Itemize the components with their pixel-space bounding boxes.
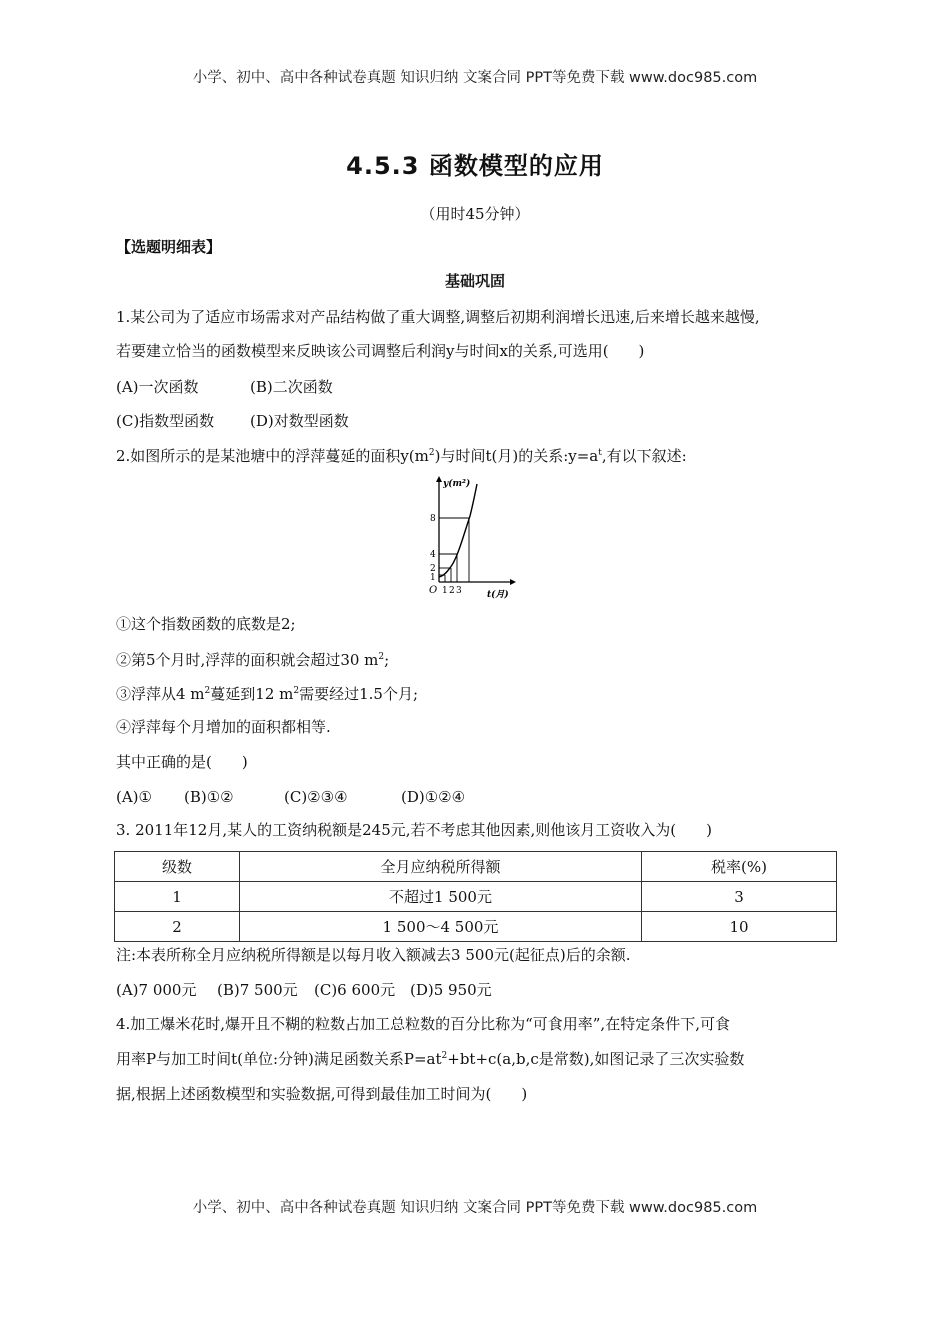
table-header-row (115, 852, 837, 882)
q1-options-row2 (116, 411, 349, 431)
q3-option-d: (D)5 950元 (410, 981, 492, 999)
x-axis-label: t(月) (487, 590, 509, 600)
q2-statement-4: ④浮萍每个月增加的面积都相等. (116, 718, 331, 736)
q1-option-c: (C)指数型函数 (116, 412, 215, 430)
q2-statement-1: ①这个指数函数的底数是2; (116, 615, 296, 633)
q1-options-row1 (116, 377, 333, 397)
section-title: 基础巩固 (444, 272, 505, 290)
time-note: （用时45分钟） (420, 205, 530, 223)
q3-option-a: (A)7 000元 (116, 981, 197, 999)
q1-line1: 1.某公司为了适应市场需求对产品结构做了重大调整,调整后初期利润增长迅速,后来增长越来越慢, (116, 308, 760, 326)
q2-option-a: (A)① (116, 788, 152, 806)
q2-statement-3: ③浮萍从4 $m^2$蔓延到12 $m^2$需要经过1.5个月; (116, 685, 419, 703)
tax-table (114, 851, 837, 942)
y-tick-2: 2 (430, 564, 436, 574)
exponential-curve (439, 484, 477, 577)
q2-option-b: (B)①② (184, 788, 234, 806)
q3-options (116, 980, 492, 1000)
table-header: 税率(%) (642, 852, 837, 882)
page-footer: 小学、初中、高中各种试卷真题 知识归纳 文案合同 PPT等免费下载 www.doc985.com (192, 1200, 758, 1216)
q2-ask: 其中正确的是( ) (116, 753, 248, 771)
y-tick-8: 8 (430, 514, 436, 524)
section-label: 【选题明细表】 (116, 238, 222, 256)
q2-option-c: (C)②③④ (284, 788, 348, 806)
q3-option-c: (C)6 600元 (314, 981, 396, 999)
x-tick-1: 1 (442, 586, 448, 596)
page-title: 4.5.3 函数模型的应用 (346, 152, 604, 180)
table-cell: 2 (115, 912, 240, 942)
x-axis-arrow (510, 579, 516, 585)
page-header: 小学、初中、高中各种试卷真题 知识归纳 文案合同 PPT等免费下载 www.doc985.com (192, 70, 758, 86)
q2-stem: 2.如图所示的是某池塘中的浮萍蔓延的面积$y(m^2)$与时间t(月)的关系$:y=a^t$,有以下叙述: (116, 447, 687, 465)
q1-line2: 若要建立恰当的函数模型来反映该公司调整后利润y与时间x的关系,可选用( ) (116, 342, 645, 360)
table-cell: 1 (115, 882, 240, 912)
q2-options (116, 787, 465, 807)
q1-option-a: (A)一次函数 (116, 378, 199, 396)
x-tick-3: 3 (456, 586, 462, 596)
table-cell: 1 500～4 500元 (240, 912, 642, 942)
table-cell: 10 (642, 912, 837, 942)
q4-line3: 据,根据上述函数模型和实验数据,可得到最佳加工时间为( ) (116, 1085, 528, 1103)
q4-line2: 用率P与加工时间t(单位:分钟)满足函数关系$P=at^2+bt+c(a,b,c$是常数),如图记录了三次实验数 (116, 1050, 745, 1068)
q2-statement-2: ②第5个月时,浮萍的面积就会超过30 $m^2$; (116, 651, 390, 669)
origin-label: O (429, 585, 438, 596)
table-row (115, 912, 837, 942)
table-cell: 3 (642, 882, 837, 912)
table-cell: 不超过1 500元 (240, 882, 642, 912)
x-tick-2: 2 (449, 586, 455, 596)
y-tick-1: 1 (430, 573, 436, 583)
q2-graph (424, 474, 516, 604)
q3-stem: 3. 2011年12月,某人的工资纳税额是245元,若不考虑其他因素,则他该月工资收入为( ) (116, 821, 712, 839)
table-row (115, 882, 837, 912)
q1-option-b: (B)二次函数 (250, 378, 333, 396)
q2-option-d: (D)①②④ (401, 788, 466, 806)
y-tick-4: 4 (430, 550, 436, 560)
q3-note: 注:本表所称全月应纳税所得额是以每月收入额减去3 500元(起征点)后的余额. (116, 946, 631, 964)
y-axis-label: y(m²) (443, 479, 471, 489)
q3-option-b: (B)7 500元 (217, 981, 298, 999)
q1-option-d: (D)对数型函数 (250, 412, 349, 430)
table-header: 全月应纳税所得额 (240, 852, 642, 882)
q4-line1: 4.加工爆米花时,爆开且不糊的粒数占加工总粒数的百分比称为“可食用率”,在特定条件下,可食 (116, 1015, 730, 1033)
y-axis-arrow (436, 476, 442, 482)
table-header: 级数 (115, 852, 240, 882)
